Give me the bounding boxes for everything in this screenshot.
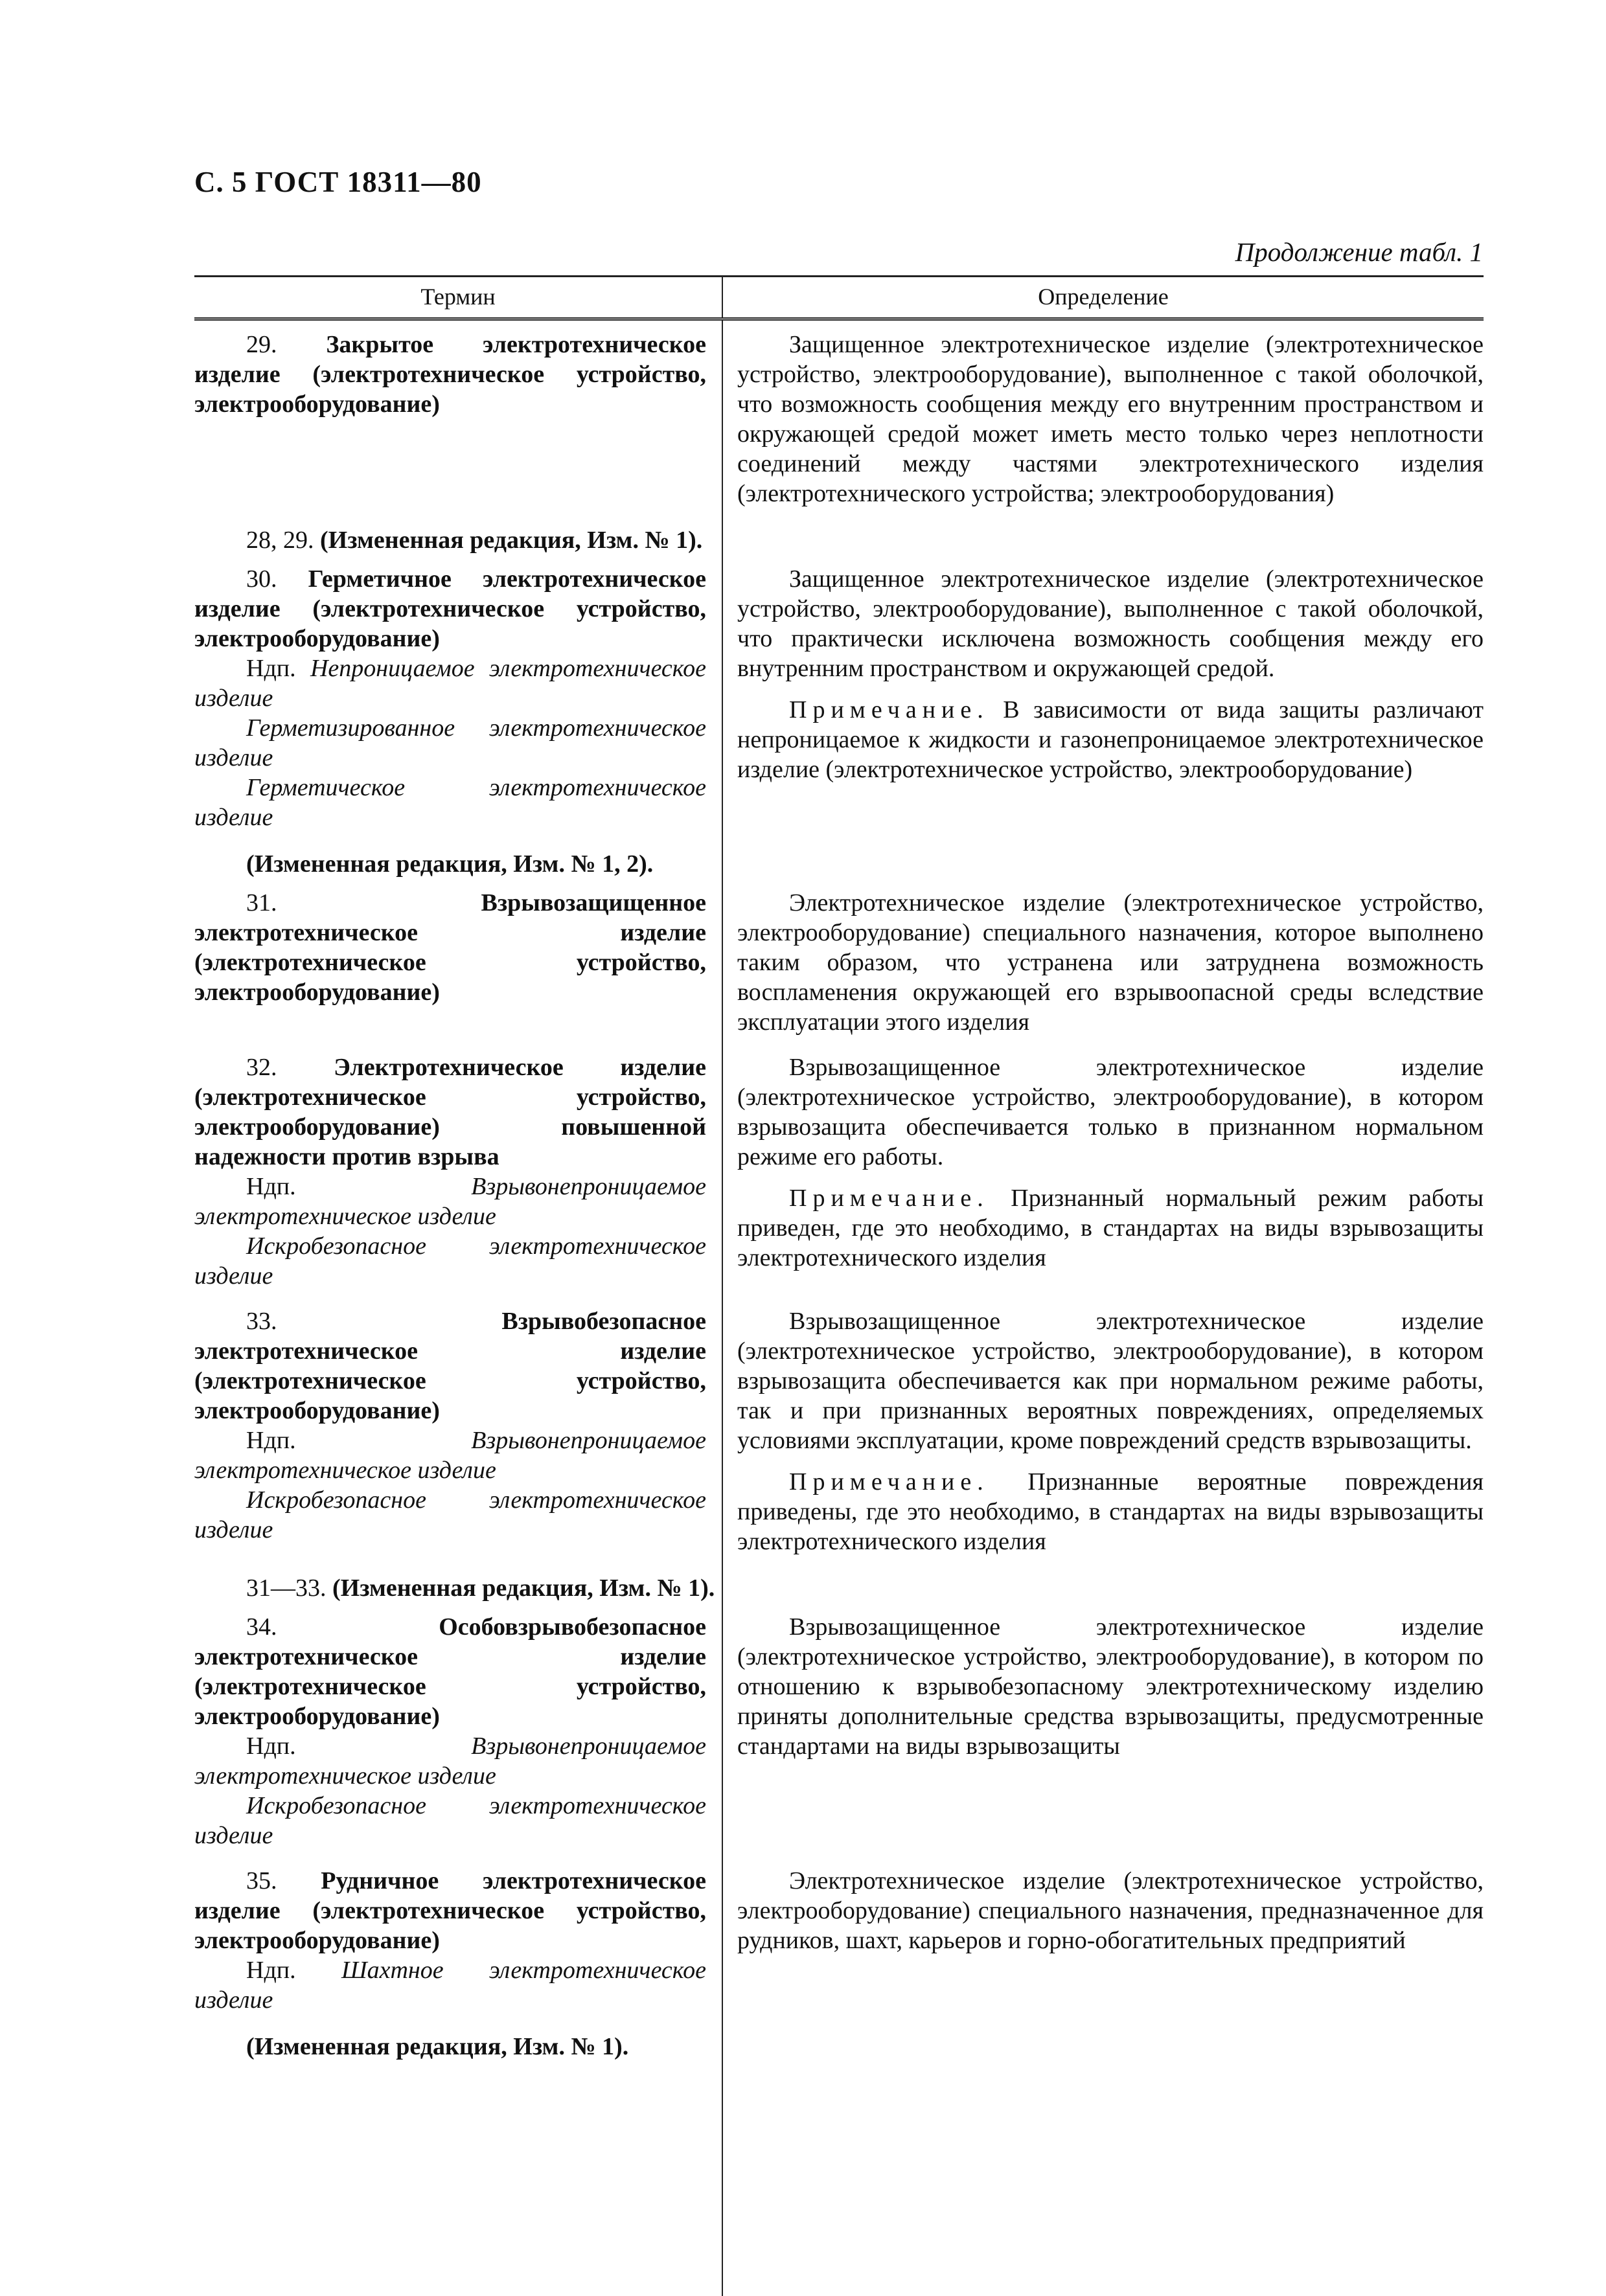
note-label: Примечание.: [789, 1185, 989, 1212]
ndp-label: Ндп.: [246, 1957, 296, 1984]
term-cell: [194, 330, 722, 508]
table-row: [194, 1866, 1484, 2015]
amendment-note: [194, 832, 1484, 888]
deprecated-term: Взрывонепроницаемое электротехническое изделие: [194, 1427, 706, 1484]
term-title: Закрытое электротехническое изделие (электротехническое устройство, электрооборудование): [194, 331, 706, 418]
definition-text: Взрывозащищенное электротехническое изделие (электротехническое устройство, электрооборудование), в котором по отношению к взрывобезопасному электротехническому изделию приняты дополнительные средства взрывозащиты, предусмотренные стандартами на виды взрывозащиты: [737, 1613, 1484, 1760]
column-divider: [722, 321, 723, 2296]
term-number: 29.: [246, 331, 277, 358]
definition-cell: [722, 1612, 1484, 1850]
term-number: 33.: [246, 1308, 277, 1335]
term-cell: [194, 1612, 722, 1850]
amendment-text: (Измененная редакция, Изм. № 1).: [320, 527, 703, 554]
amendment-note: [194, 508, 1484, 564]
deprecated-term: Искробезопасное электротехническое изделие: [194, 1792, 706, 1849]
definition-cell: [722, 888, 1484, 1037]
table-body: [194, 321, 1484, 2071]
term-number: 35.: [246, 1867, 277, 1894]
table-row: [194, 888, 1484, 1037]
amendment-text: (Измененная редакция, Изм. № 1).: [332, 1574, 715, 1602]
ndp-label: Ндп.: [246, 655, 296, 682]
deprecated-term: Непроницаемое электротехническое изделие: [194, 655, 706, 712]
table-header-row: [194, 275, 1484, 321]
ndp-label: Ндп.: [246, 1427, 296, 1454]
definition-text: Взрывозащищенное электротехническое изделие (электротехническое устройство, электрооборудование), в котором взрывозащита обеспечивается только в признанном нормальном режиме его работы.: [737, 1054, 1484, 1170]
column-header-definition: Определение: [1038, 284, 1169, 310]
term-cell: [194, 564, 722, 832]
term-cell: [194, 1052, 722, 1291]
definition-cell: [722, 1052, 1484, 1291]
amendment-note: [194, 2015, 1484, 2071]
term-title: Взрывобезопасное электротехническое изделие (электротехническое устройство, электрооборудование): [194, 1308, 706, 1424]
note-text: В зависимости от вида защиты различают непроницаемое к жидкости и газонепроницаемое электротехническое изделие (электротехническое устройство, электрооборудование): [737, 696, 1484, 783]
note-text: Признанные вероятные повреждения приведены, где это необходимо, в стандартах на виды взрывозащиты электротехнического изделия: [737, 1468, 1484, 1555]
definition-cell: [722, 330, 1484, 508]
note-text: Признанный нормальный режим работы приведен, где это необходимо, в стандартах на виды взрывозащиты электротехнического изделия: [737, 1185, 1484, 1271]
deprecated-term: Взрывонепроницаемое электротехническое изделие: [194, 1733, 706, 1790]
definition-cell: [722, 1306, 1484, 1556]
deprecated-term: Шахтное электротехническое изделие: [194, 1957, 706, 2014]
amendment-note: [194, 1556, 1484, 1612]
term-cell: [194, 1866, 722, 2015]
table-row: [194, 1612, 1484, 1850]
term-number: 32.: [246, 1054, 277, 1081]
amendment-prefix: 28, 29.: [246, 527, 314, 554]
ndp-label: Ндп.: [246, 1733, 296, 1760]
term-number: 30.: [246, 565, 277, 593]
term-number: 31.: [246, 889, 277, 916]
deprecated-term: Взрывонепроницаемое электротехническое изделие: [194, 1173, 706, 1230]
term-title: Герметичное электротехническое изделие (электротехническое устройство, электрооборудование): [194, 565, 707, 652]
table-row: [194, 321, 1484, 508]
term-title: Особовзрывобезопасное электротехническое изделие (электротехническое устройство, электрооборудование): [194, 1613, 706, 1730]
table-row: [194, 564, 1484, 832]
term-title: Электротехническое изделие (электротехническое устройство, электрооборудование) повышенной надежности против взрыва: [194, 1054, 706, 1170]
term-title: Взрывозащищенное электротехническое изделие (электротехническое устройство, электрооборудование): [194, 889, 706, 1006]
amendment-text: (Измененная редакция, Изм. № 1).: [246, 2033, 629, 2060]
amendment-prefix: 31—33.: [246, 1574, 327, 1602]
deprecated-term: Герметическое электротехническое изделие: [194, 774, 706, 831]
definition-cell: [722, 564, 1484, 832]
term-title: Рудничное электротехническое изделие (электротехническое устройство, электрооборудование): [194, 1867, 707, 1954]
term-cell: [194, 1306, 722, 1556]
definition-text: Электротехническое изделие (электротехническое устройство, электрооборудование) специального назначения, предназначенное для рудников, шахт, карьеров и горно-обогатительных предприятий: [737, 1867, 1484, 1954]
definition-text: Электротехническое изделие (электротехническое устройство, электрооборудование) специального назначения, которое выполнено таким образом, что устранена или затруднена возможность воспламенения окружающей его взрывоопасной среды вследствие эксплуатации этого изделия: [737, 889, 1484, 1036]
definition-text: Защищенное электротехническое изделие (электротехническое устройство, электрооборудование), выполненное с такой оболочкой, что практически исключена возможность сообщения между его внутренним пространством и окружающей средой.: [737, 565, 1484, 682]
deprecated-term: Искробезопасное электротехническое изделие: [194, 1233, 706, 1290]
definition-cell: [722, 1866, 1484, 2015]
note-label: Примечание.: [789, 696, 989, 723]
definition-text: Защищенное электротехническое изделие (электротехническое устройство, электрооборудование), выполненное с такой оболочкой, что возможность сообщения между его внутренним пространством и окружающей средой может иметь место только через неплотности соединений между частями электротехнического изделия (электротехнического устройства; электрооборудования): [737, 331, 1484, 507]
note-label: Примечание.: [789, 1468, 989, 1495]
term-cell: [194, 888, 722, 1037]
amendment-text: (Измененная редакция, Изм. № 1, 2).: [246, 850, 654, 878]
deprecated-term: Герметизированное электротехническое изделие: [194, 714, 706, 771]
column-header-term: Термин: [194, 277, 723, 317]
table-row: [194, 1306, 1484, 1556]
deprecated-term: Искробезопасное электротехническое изделие: [194, 1486, 706, 1543]
table-row: [194, 1052, 1484, 1291]
term-number: 34.: [246, 1613, 277, 1641]
ndp-label: Ндп.: [246, 1173, 296, 1200]
page-header: С. 5 ГОСТ 18311—80: [194, 166, 482, 198]
definition-text: Взрывозащищенное электротехническое изделие (электротехническое устройство, электрооборудование), в котором взрывозащита обеспечивается как при нормальном режиме работы, так и при признанных вероятных повреждениях, определяемых условиями эксплуатации, кроме повреждений средств взрывозащиты.: [737, 1308, 1484, 1454]
terms-table: [194, 275, 1484, 2071]
table-continuation-label: Продолжение табл. 1: [1235, 237, 1483, 267]
